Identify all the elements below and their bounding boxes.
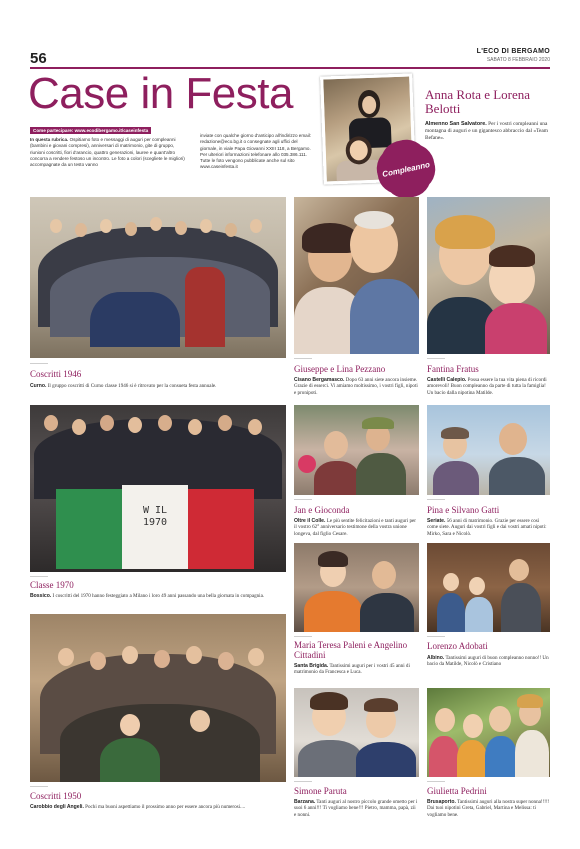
page-title: Case in Festa	[28, 69, 293, 118]
photo-maria-teresa-angelino	[294, 543, 419, 632]
item-message: Tantissimi auguri di buon compleanno nonno!! Un bacio da Matilde, Nicolò e Cristiano	[427, 655, 549, 668]
intro-column-1	[30, 137, 190, 168]
item-place: Santa Brigida.	[294, 663, 329, 669]
item-place: Bossico.	[30, 593, 52, 599]
item-place: Oltre il Colle.	[294, 518, 326, 524]
caption-rule	[294, 358, 312, 359]
photo-jan-gioconda	[294, 405, 419, 495]
item-text	[30, 383, 286, 389]
item-place: Castelli Calepio.	[427, 377, 467, 383]
masthead	[477, 48, 550, 63]
item-title: Coscritti 1950	[30, 791, 82, 801]
caption-rule	[294, 499, 312, 500]
featured-name: Anna Rota e Lorena Belotti	[425, 87, 531, 116]
item-text	[294, 799, 419, 818]
birthday-badge: Compleanno	[380, 143, 432, 195]
masthead-date: SABATO 8 FEBBRAIO 2020	[486, 57, 550, 63]
caption-rule	[294, 781, 312, 782]
flag-text: W IL 1970	[142, 505, 168, 528]
intro-column-2: inviate con qualche giorno d'anticipo all'indirizzo email: redazione@eco.bg.it o consegnate agli uffici del giornale, in viale Papa Giovanni XXIII 118, a Bergamo. Per ulteriori informazioni telefonare allo 035.386.111. Tutte le foto vengono pubblicate anche sul sito www.caseinfesta.it	[200, 133, 312, 170]
page-number: 56	[30, 50, 47, 67]
item-place: Curno.	[30, 383, 47, 389]
caption-rule	[427, 636, 445, 637]
caption-rule	[30, 576, 48, 577]
item-title: Classe 1970	[30, 580, 74, 590]
item-message: I coscritti del 1970 hanno festeggiato a Milano i loro 49 anni passando una bella giornata in compagnia.	[52, 593, 265, 599]
item-title: Coscritti 1946	[30, 369, 82, 379]
item-text	[294, 518, 419, 537]
photo-fantina-fratus	[427, 197, 550, 354]
item-message: Tantissimi auguri per i vostri 45 anni di matrimonio da Francesca e Luca.	[294, 663, 410, 676]
caption-rule	[294, 636, 312, 637]
item-title: Simone Paruta	[294, 786, 347, 796]
item-text	[294, 377, 419, 396]
photo-pina-silvano	[427, 405, 550, 495]
masthead-brand: L'ECO DI BERGAMO	[476, 48, 550, 55]
photo-classe-1970	[30, 405, 286, 572]
item-place: Albino.	[427, 655, 445, 661]
photo-giuseppe-lina	[294, 197, 419, 354]
photo-lorenzo-adobati	[427, 543, 550, 632]
photo-coscritti-1946	[30, 197, 286, 358]
item-text	[294, 663, 419, 676]
item-message: Dopo 63 anni siete ancora insieme. Grazie di esserci. Vi amiamo moltissimo, i vostri figli, nipoti e pronipoti.	[294, 377, 418, 396]
caption-rule	[30, 363, 48, 364]
caption-rule	[30, 786, 48, 787]
item-place: Carobbio degli Angeli.	[30, 804, 84, 810]
item-message: Possa essere la tua vita piena di ricordi amorevoli! Buon compleanno da parte di tutta la famiglia! Un bacio dalla nipotina Matilde.	[427, 377, 547, 396]
item-title: Jan e Gioconda	[294, 505, 350, 515]
caption-rule	[427, 358, 445, 359]
item-message: Tanti auguri al nostro piccolo grande ometto per i suoi 6 anni!!! Ti vogliamo bene!!! Pietro, mamma, papà, zii e nonni.	[294, 799, 418, 818]
featured-text	[425, 121, 551, 141]
item-title: Pina e Silvano Gatti	[427, 505, 500, 515]
item-title: Maria Teresa Paleni e Angelino Cittadini	[294, 640, 408, 660]
item-title: Giuseppe e Lina Pezzano	[294, 364, 386, 374]
item-place: Cisano Bergamasco.	[294, 377, 345, 383]
featured-place: Almenno San Salvatore.	[425, 121, 487, 127]
item-title: Giulietta Pedrini	[427, 786, 487, 796]
item-message: 56 anni di matrimonio. Grazie per essere così come siete. Auguri dai vostri figli e dai vostri amati nipoti: Mirko, Sara e Nicolò.	[427, 518, 547, 537]
item-message: Tantissimi auguri alla nostra super nonna!!!!! Dai tuoi nipotini Greta, Gabriel, Martina e Melissa: ti vogliamo bene.	[427, 799, 550, 818]
caption-rule	[427, 499, 445, 500]
item-text	[427, 799, 550, 818]
item-place: Brusaporto.	[427, 799, 456, 805]
item-text	[427, 518, 550, 537]
item-text	[427, 377, 550, 396]
photo-giulietta-pedrini	[427, 688, 550, 777]
item-title: Lorenzo Adobati	[427, 641, 488, 651]
item-message: Il gruppo coscritti di Curno classe 1946 si è ritrovato per la consueta festa annuale.	[47, 383, 217, 389]
item-message: Pochi ma buoni aspettiamo il prossimo anno per essere ancora più numerosi....	[85, 804, 246, 810]
item-text	[30, 804, 286, 810]
howto-label: Come partecipare: www.ecodibergamo.it/caseinfesta	[30, 127, 151, 134]
item-text	[30, 593, 286, 599]
item-place: Seriate.	[427, 518, 446, 524]
flag-red	[188, 489, 254, 569]
item-title: Fantina Fratus	[427, 364, 479, 374]
item-place: Barzana.	[294, 799, 316, 805]
featured-message: Per i vostri compleanni una montagna di auguri e un gigantesco abbraccio dal «Team Befane».	[425, 121, 548, 141]
intro-lead: In questa rubrica.	[30, 137, 69, 142]
photo-coscritti-1950	[30, 614, 286, 782]
item-message: Le più sentite felicitazioni e tanti auguri per il vostro 62° anniversario testimone della vostra unione longeva, dal figlio Cesare.	[294, 518, 416, 537]
flag-green	[56, 489, 122, 569]
intro-text-1: Ospitiamo foto e messaggi di auguri per compleanni (bambini e giovani compresi), anniversari di matrimonio, gite di gruppo, riunioni coscritti, fiori d'arancio, quattro generazioni, lauree e quant'altro concorra a rendere festoso un incontro. Le foto a colori (scegliete le migliori) accompagnate da un testo vanno	[30, 137, 185, 168]
caption-rule	[427, 781, 445, 782]
item-text	[427, 655, 550, 668]
photo-simone-paruta	[294, 688, 419, 777]
